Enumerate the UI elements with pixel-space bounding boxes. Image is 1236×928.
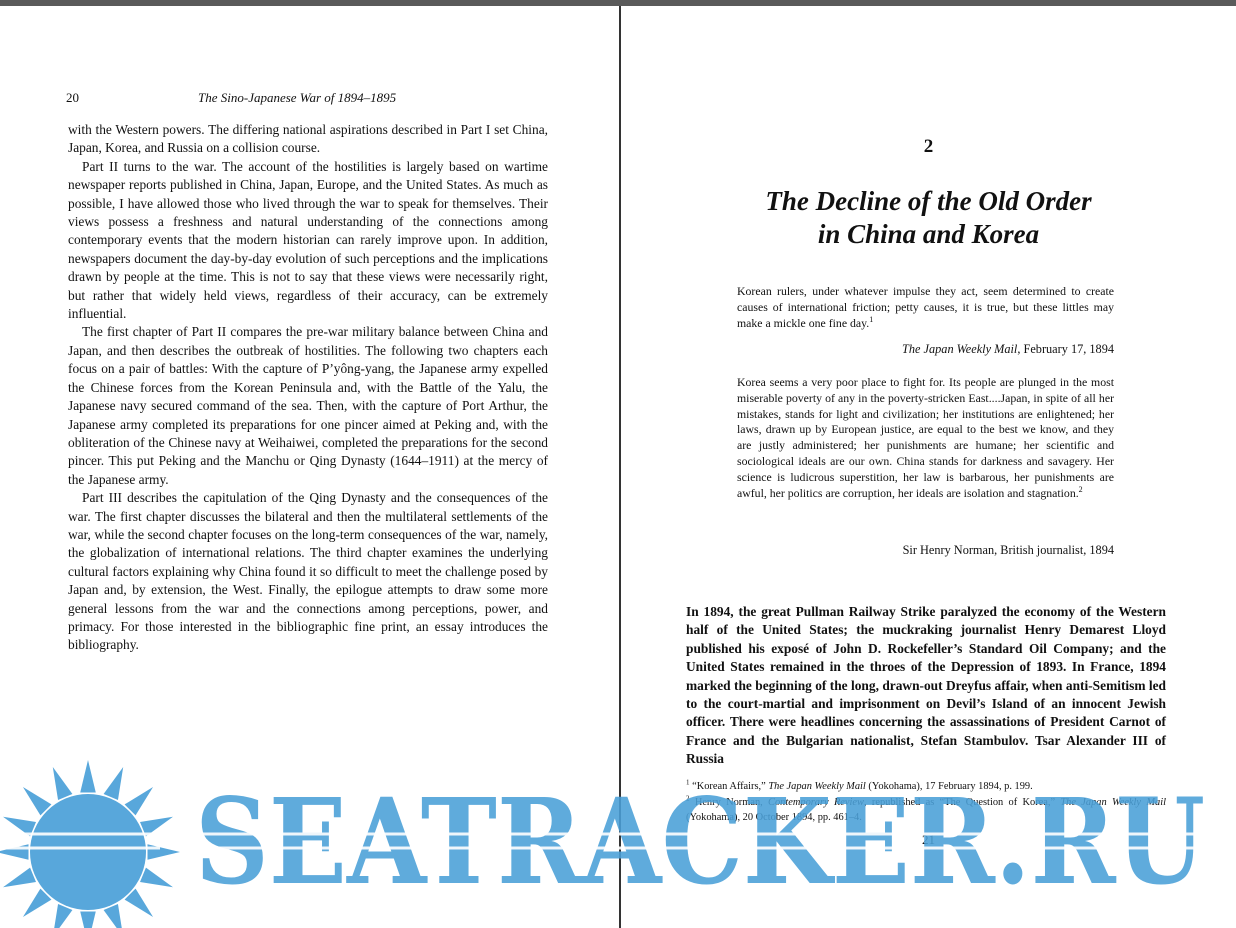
footnote-text: Henry Norman, <box>694 796 769 808</box>
right-page <box>621 6 1236 928</box>
attribution-date: , February 17, 1894 <box>1017 342 1114 356</box>
footnote-text: (Yokohama), 17 February 1894, p. 199. <box>865 781 1033 792</box>
epigraph <box>737 284 1114 331</box>
epigraph <box>737 375 1114 501</box>
left-page <box>0 6 619 928</box>
left-body-text <box>68 121 548 655</box>
epigraph-text: Korea seems a very poor place to fight for. Its people are plunged in the most miserable poverty of any in the poverty-stricken East....Japan, in spite of all her mistakes, stands for light and civilization; her institutions are enlightened; her laws, drawn up by European justice, are equal to the best we know, and they are justly administered; her punishments are humane; her scientific and sociological ideals are our own. China stands for darkness and savagery. Her science is ludicrous superstition, her law is barbarous, her punishments are awful, her politics are corruption, her ideals are isolation and stagnation. <box>737 375 1114 500</box>
running-title: The Sino-Japanese War of 1894–1895 <box>198 90 397 105</box>
attribution-source: The Japan Weekly Mail <box>902 342 1018 356</box>
page-number: 21 <box>922 832 935 847</box>
footnote-ref: 1 <box>869 314 874 324</box>
paragraph: with the Western powers. The differing national aspirations described in Part I set China, Japan, Korea, and Russia on a collision course. <box>68 122 548 156</box>
footnote-text: (Yokohama), 20 October 1894, pp. 461–4. <box>686 812 862 824</box>
paragraph: Part III describes the capitulation of the Qing Dynasty and the consequences of the war. The first chapter discusses the bilateral and then the multilateral settlements of the war, while the second chapter focuses on the long-term consequences of the war, namely, the globalization of international relations. The third chapter examines the underlying cultural factors explaining why China found it so difficult to meet the challenge posed by Japan and, by extension, the West. Finally, the epilogue attempts to draw some more general lessons from the war and the connections among perceptions, power, and primacy. For those interested in the bibliographic fine print, an essay introduces the bibliography. <box>68 490 548 653</box>
footnote <box>686 795 1166 826</box>
epigraph-text: Korean rulers, under whatever impulse they act, seem determined to create causes of international friction; petty causes, it is true, but these littles may make a mickle one fine day. <box>737 284 1114 330</box>
page-number: 20 <box>66 90 79 105</box>
paragraph: In 1894, the great Pullman Railway Strike paralyzed the economy of the Western half of the United States; the muckraking journalist Henry Demarest Lloyd published his exposé of John D. Rockefeller’s Standard Oil Company; and the United States remained in the throes of the Depression of 1893. In France, 1894 marked the beginning of the long, drawn-out Dreyfus affair, when anti-Semitism led to the court-martial and imprisonment on Devil’s Island of an innocent Jewish officer. There were headlines concerning the assassinations of President Carnot of France and the Bulgarian nationalist, Stefan Stambulov. Tsar Alexander III of Russia <box>686 604 1166 767</box>
footnotes <box>686 779 1166 826</box>
footnote-number: 1 <box>686 778 690 787</box>
epigraph-attribution <box>902 342 1114 357</box>
epigraph-attribution: Sir Henry Norman, British journalist, 1894 <box>902 543 1114 557</box>
chapter-title-line: in China and Korea <box>817 219 1040 249</box>
footnote-publication: Contemporary Review <box>768 796 864 808</box>
right-body-text <box>686 603 1166 769</box>
footnote-number: 2 <box>686 794 690 803</box>
footnote-text: , republished as “The Question of Korea,” <box>863 796 1061 808</box>
paragraph: The first chapter of Part II compares the pre-war military balance between China and Japan, and then describes the outbreak of hostilities. The following two chapters each focus on a pair of battles: With the capture of P’yông-yang, the Japanese army expelled the Chinese forces from the Korean Peninsula and, with the Battle of the Yalu, the Japanese navy secured command of the sea. Then, with the capture of Port Arthur, the Japanese army completed its preparations for one pincer aimed at Peking and, with the obliteration of the Chinese navy at Weihaiwei, completed the preparations for the second pincer. This put Peking and the Manchu or Qing Dynasty (1644–1911) at the mercy of the Japanese army. <box>68 324 548 487</box>
chapter-title-line: The Decline of the Old Order <box>765 186 1092 216</box>
footnote-publication: The Japan Weekly Mail <box>1060 796 1166 808</box>
watermark-text: SEATRACKER.RU <box>195 772 1205 911</box>
footnote <box>686 779 1166 795</box>
paragraph: Part II turns to the war. The account of the hostilities is largely based on wartime newspaper reports published in China, Japan, Europe, and the United States. As much as possible, I have allowed those who lived through the war to speak for themselves. Their views possess a freshness and natural understanding of the connections among contemporary events that the modern historian can rarely improve upon. In addition, newspapers document the day-by-day evolution of such perceptions and the implications drawn by people at the time. This is not to say that these views were necessarily right, but rather that widely held views, regardless of their accuracy, can be extremely influential. <box>68 158 548 322</box>
footnote-text: “Korean Affairs,” <box>692 781 769 792</box>
chapter-title <box>701 185 1156 251</box>
footnote-publication: The Japan Weekly Mail <box>768 781 866 792</box>
footnote-ref: 2 <box>1078 484 1083 494</box>
chapter-number: 2 <box>923 136 934 157</box>
